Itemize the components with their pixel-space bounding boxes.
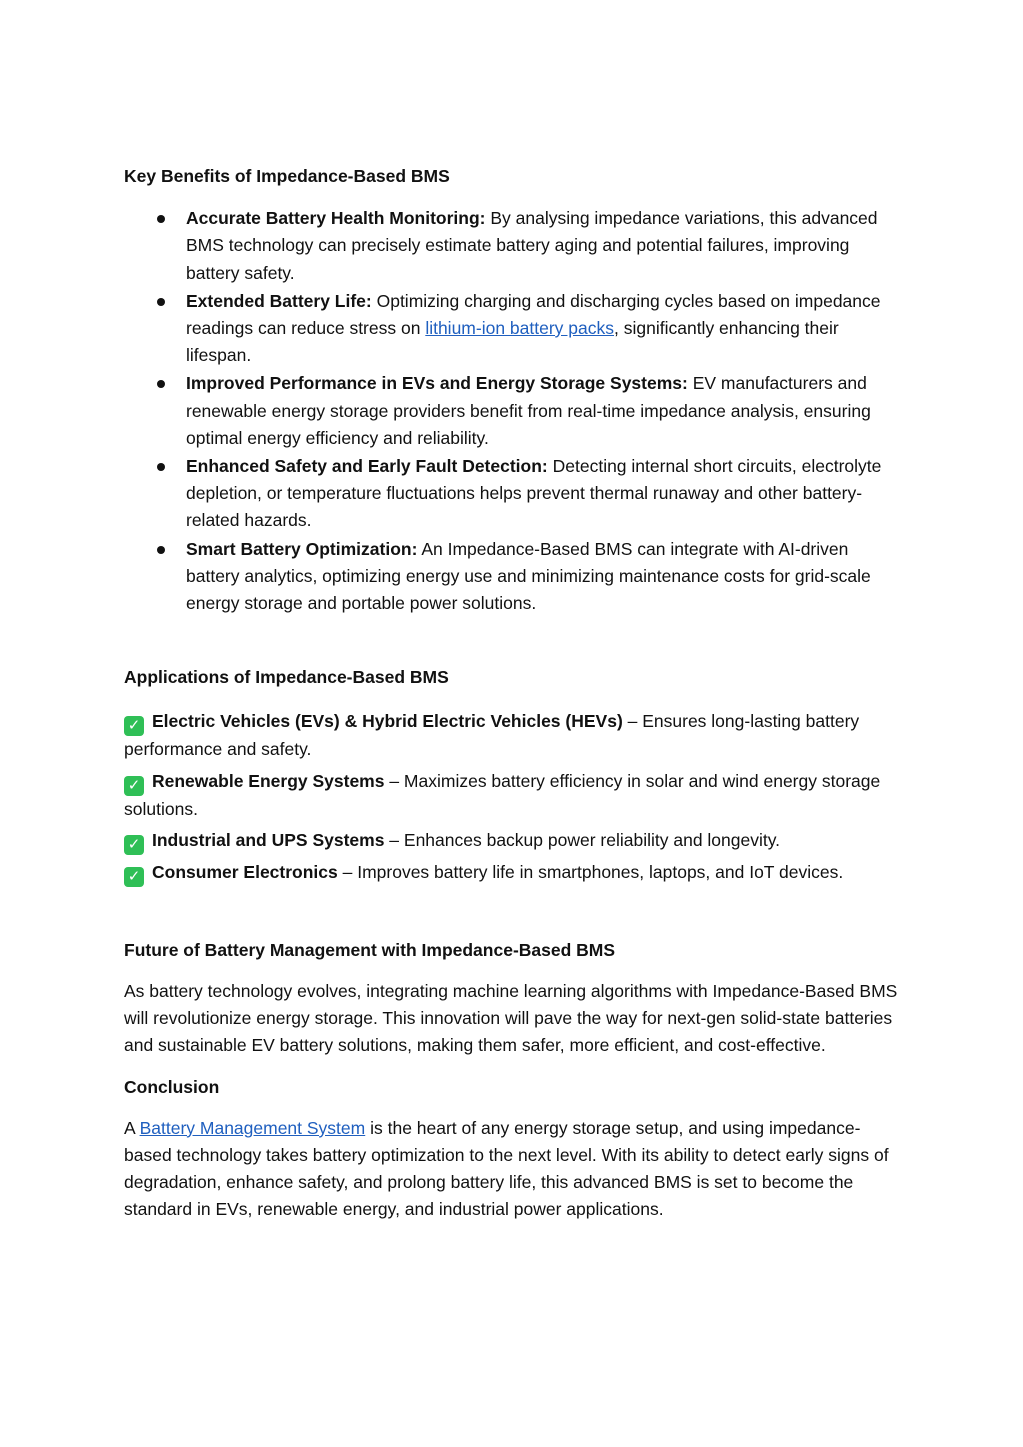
benefit-text: Detecting internal short circuits, electrolyte depletion, or temperature fluctuations helps prevent thermal runaway and other battery-related hazards. [186,456,882,531]
application-title: Industrial and UPS Systems [152,829,385,850]
bullet-icon [157,546,165,554]
benefit-title: Improved Performance in EVs and Energy Storage Systems: [186,373,688,394]
checkmark-icon: ✓ [124,776,144,796]
list-item [124,205,904,287]
spacer [124,618,904,664]
battery-management-system-link[interactable]: Battery Management System [139,1117,366,1138]
benefit-title: Accurate Battery Health Monitoring: [186,208,486,229]
conclusion-heading: Conclusion [124,1076,220,1097]
bullet-icon [157,215,165,223]
bullet-icon [157,298,165,306]
application-text: – Ensures long-lasting battery performance and safety. [124,711,860,760]
benefit-title: Extended Battery Life: [186,290,372,311]
applications-list [124,708,904,886]
future-heading: Future of Battery Management with Impedance-Based BMS [124,939,616,960]
conclusion-text: is the heart of any energy storage setup, and using impedance-based technology takes battery optimization to the next level. With its ability to detect early signs of degradation, enhance safety, and prolong battery life, this advanced BMS is set to become the standard in EVs, renewable energy, and industrial power applications. [124,1117,889,1220]
list-item [124,768,904,823]
benefit-text: By analysing impedance variations, this advanced BMS technology can precisely estimate battery aging and potential failures, improving battery safety. [186,208,878,283]
checkmark-icon: ✓ [124,835,144,855]
application-title: Renewable Energy Systems [152,770,385,791]
benefit-text: , significantly enhancing their lifespan. [186,318,839,366]
list-item [124,708,904,763]
benefit-title: Enhanced Safety and Early Fault Detection: [186,456,548,477]
applications-heading: Applications of Impedance-Based BMS [124,667,449,688]
lithium-ion-link[interactable]: lithium-ion battery packs [425,318,615,339]
application-title: Electric Vehicles (EVs) & Hybrid Electric Vehicles (HEVs) [152,711,623,732]
benefit-text: Optimizing charging and discharging cycles based on impedance readings can reduce stress on [186,290,881,339]
list-item [124,288,904,370]
benefits-heading: Key Benefits of Impedance-Based BMS [124,166,450,186]
list-item [124,370,904,452]
checkmark-icon: ✓ [124,716,144,736]
list-item [124,859,904,887]
list-item [124,536,904,618]
list-item [124,827,904,855]
benefit-text: EV manufacturers and renewable energy storage providers benefit from real-time impedance analysis, ensuring optimal energy efficiency and reliability. [186,373,871,448]
application-text: – Enhances backup power reliability and longevity. [384,829,781,850]
document-page [124,163,904,1224]
future-paragraph: As battery technology evolves, integrating machine learning algorithms with Impedance-Based BMS will revolutionize energy storage. This innovation will pave the way for next-gen solid-state batteries and sustainable EV battery solutions, making them safer, more efficient, and cost-effective. [124,981,898,1056]
application-title: Consumer Electronics [152,861,338,882]
list-item [124,453,904,535]
conclusion-text: A [124,1117,140,1138]
application-text: – Improves battery life in smartphones, laptops, and IoT devices. [337,861,844,882]
benefit-text: An Impedance-Based BMS can integrate with AI-driven battery analytics, optimizing energy use and minimizing maintenance costs for grid-scale energy storage and portable power solutions. [186,538,871,614]
conclusion-paragraph [124,1115,904,1224]
benefit-title: Smart Battery Optimization: [186,538,418,559]
spacer [124,891,904,937]
bullet-icon [157,380,165,388]
bullet-icon [157,463,165,471]
benefits-list [124,205,904,617]
checkmark-icon: ✓ [124,867,144,887]
application-text: – Maximizes battery efficiency in solar and wind energy storage solutions. [124,770,881,819]
